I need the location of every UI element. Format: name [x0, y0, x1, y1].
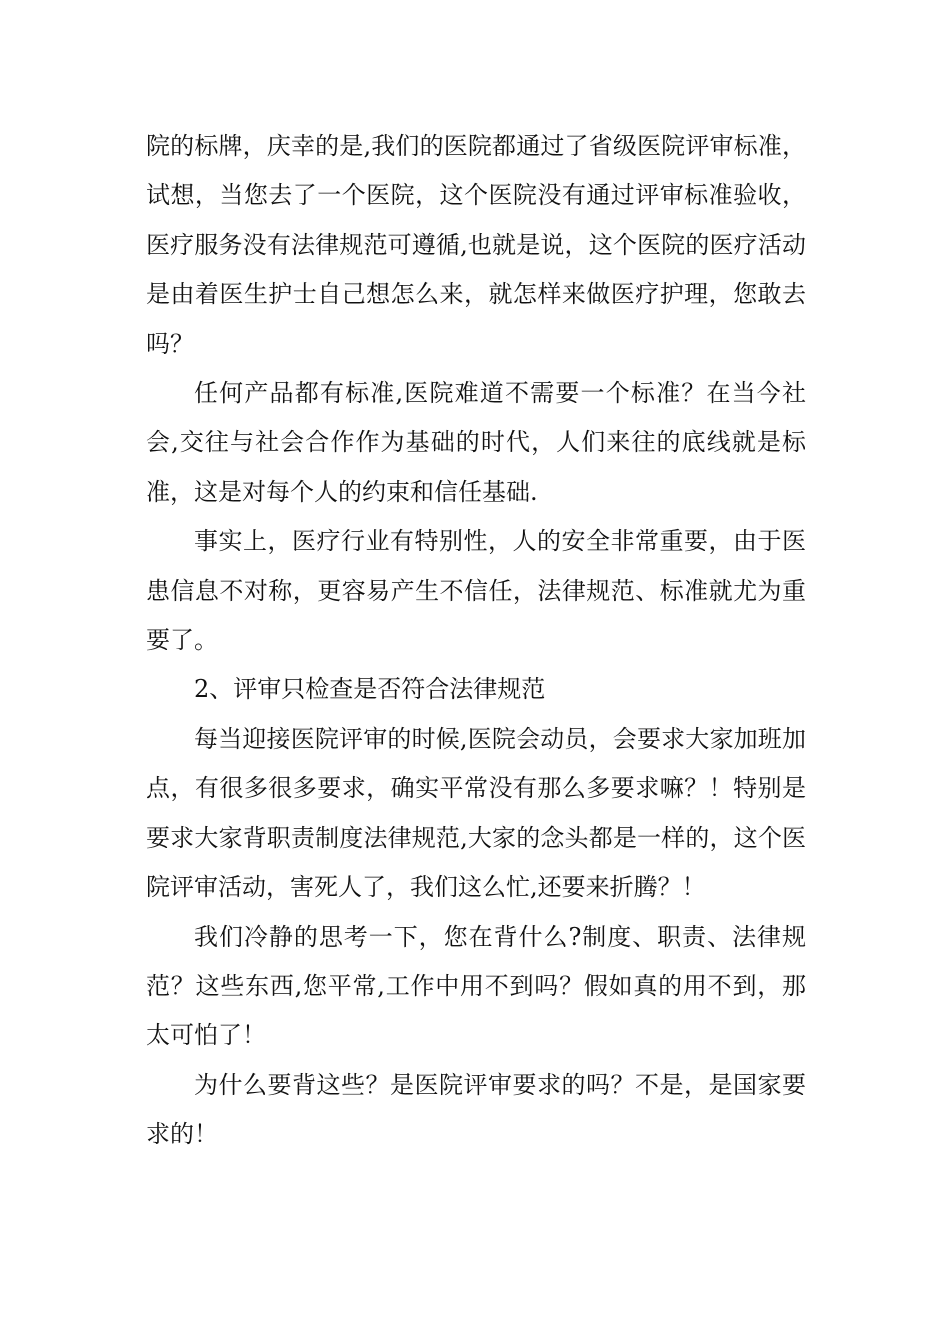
paragraph-reflection: 我们冷静的思考一下，您在背什么?制度、职责、法律规范？这些东西,您平常,工作中用不到吗？假如真的用不到，那太可怕了！ — [146, 922, 806, 1050]
paragraph-standards: 任何产品都有标准,医院难道不需要一个标准？在当今社会,交往与社会合作作为基础的时代，人们来往的底线就是标准，这是对每个人的约束和信任基础. — [146, 379, 806, 506]
document-body — [146, 122, 806, 1160]
paragraph-national-requirement: 为什么要背这些？是医院评审要求的吗？不是，是国家要求的！ — [146, 1070, 806, 1149]
paragraph-medical-industry: 事实上，医疗行业有特别性，人的安全非常重要，由于医患信息不对称，更容易产生不信任，法律规范、标准就尤为重要了。 — [146, 527, 806, 655]
paragraph-review-preparation: 每当迎接医院评审的时候,医院会动员，会要求大家加班加点，有很多很多要求，确实平常没有那么多要求嘛？！特别是要求大家背职责制度法律规范,大家的念头都是一样的，这个医院评审活动，害死人了，我们这么忙,还要来折腾？！ — [146, 724, 806, 902]
section-heading: 2、评审只检查是否符合法律规范 — [194, 675, 546, 704]
paragraph-continued: 院的标牌，庆幸的是,我们的医院都通过了省级医院评审标准，试想，当您去了一个医院，这个医院没有通过评审标准验收，医疗服务没有法律规范可遵循,也就是说，这个医院的医疗活动是由着医生护士自己想怎么来，就怎样来做医疗护理，您敢去吗？ — [146, 132, 806, 358]
